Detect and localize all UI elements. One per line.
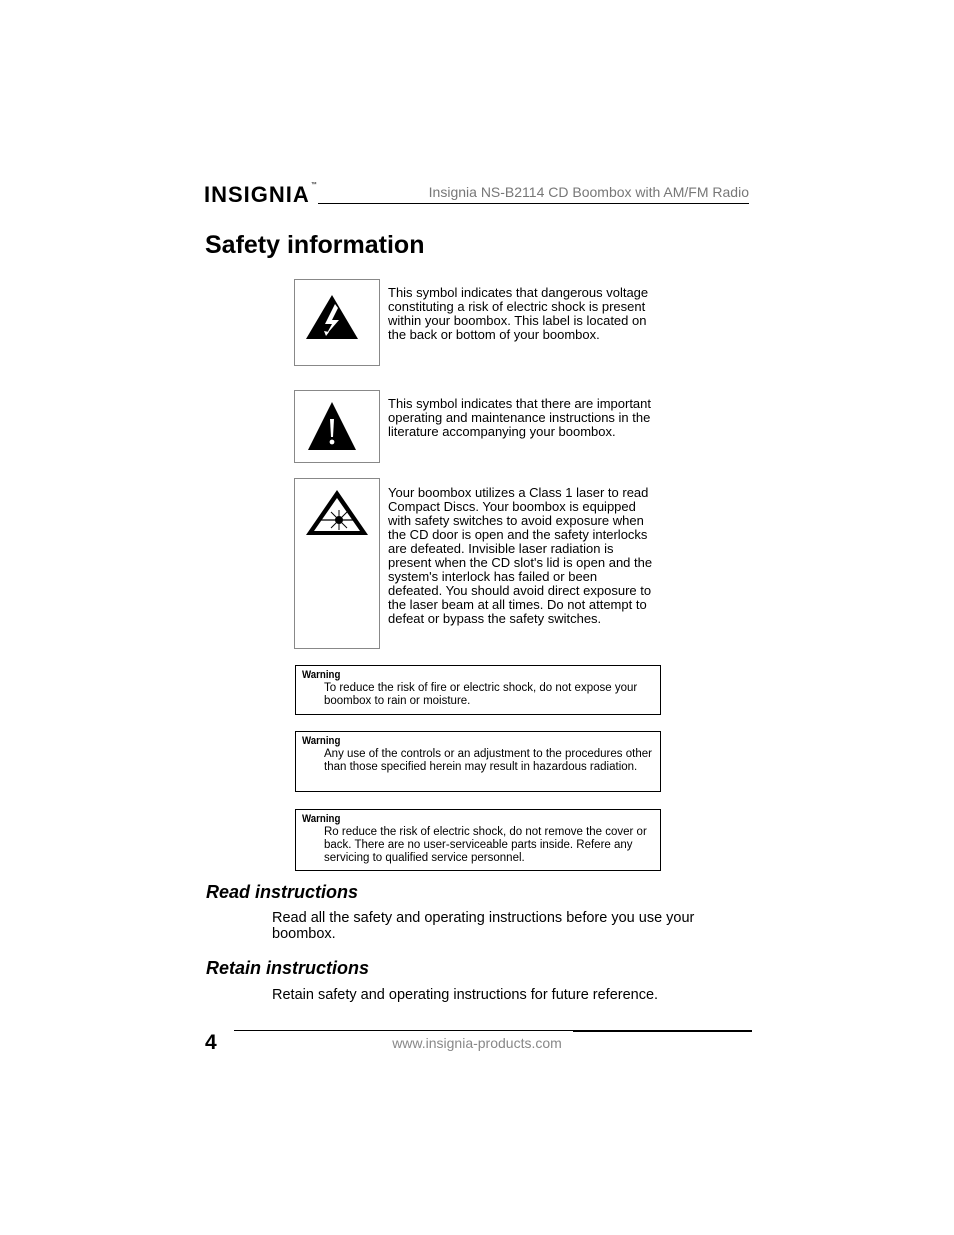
section-body-retain: Retain safety and operating instructions for future reference. xyxy=(272,987,659,1003)
page-title: Safety information xyxy=(205,231,425,259)
laser-triangle-icon xyxy=(295,479,379,549)
symbol-text-laser: Your boombox utilizes a Class 1 laser to read Compact Discs. Your boombox is equipped with safety switches to avoid exposure when the CD door is open and the safety interlocks are defeated. Invisible laser radiation is present when the CD slot's lid is open and the system's interlock has failed or been defeated. You should avoid direct exposure to the laser beam at all times. Do not attempt to defeat or bypass the safety switches. xyxy=(388,485,653,626)
lightning-triangle-icon xyxy=(295,280,379,365)
warning-text: Any use of the controls or an adjustment to the procedures other than those specified herein may result in hazardous radiation. xyxy=(324,748,652,773)
symbol-box-voltage xyxy=(294,279,380,366)
warning-box xyxy=(295,665,661,715)
section-heading-read: Read instructions xyxy=(206,882,359,902)
document-title: Insignia NS-B2114 CD Boombox with AM/FM Radio xyxy=(428,184,749,200)
header-rule xyxy=(318,203,749,204)
symbol-text-voltage: This symbol indicates that dangerous voltage constituting a risk of electric shock is present within your boombox. This label is located on the back or bottom of your boombox. xyxy=(388,285,649,342)
warning-text: To reduce the risk of fire or electric shock, do not expose your boombox to rain or moisture. xyxy=(324,682,638,707)
symbol-box-instructions xyxy=(294,390,380,463)
section-heading-retain: Retain instructions xyxy=(206,958,370,978)
warning-box xyxy=(295,731,661,792)
brand-logo xyxy=(204,182,318,208)
warning-label: Warning xyxy=(302,669,341,681)
symbol-text-instructions: This symbol indicates that there are important operating and maintenance instructions in the literature accompanying your boombox. xyxy=(388,396,652,439)
logo-text: INSIGNIA xyxy=(204,182,310,207)
warning-label: Warning xyxy=(302,735,341,747)
symbol-box-laser xyxy=(294,478,380,649)
warning-text: Ro reduce the risk of electric shock, do not remove the cover or back. There are no user-serviceable parts inside. Refere any servicing to qualified service personnel. xyxy=(324,826,647,864)
page-number: 4 xyxy=(205,1031,217,1054)
footer-url[interactable]: www.insignia-products.com xyxy=(392,1035,562,1051)
warning-label: Warning xyxy=(302,813,341,825)
footer-rule-thick xyxy=(573,1030,752,1032)
footer-rule xyxy=(234,1030,573,1031)
warning-box xyxy=(295,809,661,871)
exclamation-triangle-icon xyxy=(295,391,379,462)
logo-trademark: ™ xyxy=(310,182,318,188)
section-body-read: Read all the safety and operating instructions before you use your boombox. xyxy=(272,910,695,942)
